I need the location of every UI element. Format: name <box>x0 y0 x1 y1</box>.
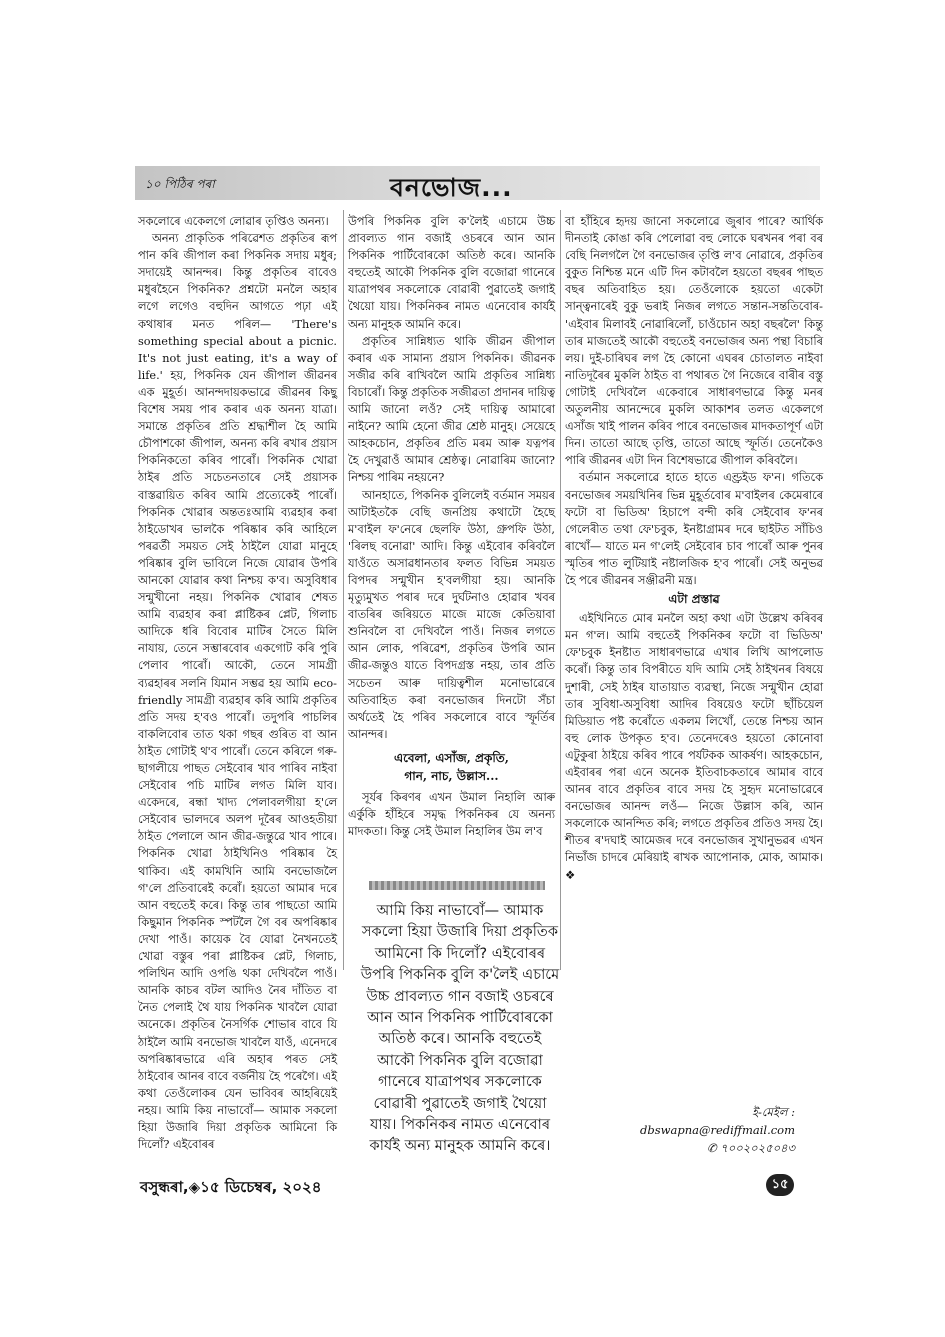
column-divider <box>343 210 344 970</box>
paragraph: বা হাঁহিৰে হৃদয় জানো সকলোৱে জুৰাব পাৰে? আৰ্থিক দীনতাই কোঙা কৰি পেলোৱা বহু লোকে ঘৰখনৰ পৰা বৰ বেছি নিলগলৈ গৈ বনভোজৰ তৃপ্তি ল'ব নোৱাৰে, প্ৰকৃতিৰ বুকুত নিশ্চিন্ত মনে এটি দিন কটাবলৈ হয়তো বছৰৰ পাছত বছৰ অতিবাহিত হয়। তেওঁলোকে হয়তো একেটা সান্ত্বনাৰেই বুকু ভৰাই নিজৰ লগতে সন্তান-সন্ততিবোৰ- 'এইবাৰ মিলাবই নোৱাৰিলোঁ, চাওঁচোন অহা বছৰলৈ' কিন্তু তাৰ মাজতেই আকৌ বহুতেই বনভোজৰ অন্য পন্থা বিচাৰি লয়। দুই-চাৰিঘৰ লগ হৈ কোনো এঘৰৰ চোতালত নাইবা নাতিদূৰৈৰ মুকলি ঠাইত বা পথাৰত গৈ নিজেৰে বাৰীৰ বস্তু গোটাই দেখিবলৈ একেবাৰে সাধাৰণভাৱে কিন্তু মনৰ অতুলনীয় আনন্দেৰে মুকলি আকাশৰ তলত একেলগে এসাঁজ খাই পালন কৰিব পাৰে বনভোজৰ মাদকতাপূৰ্ণ এটা দিন। তাতো আছে তৃপ্তি, তাতো আছে স্ফূৰ্তি। তেনেকৈও পাৰি জীৱনৰ এটা দিন বিশেষভাৱে জীপাল কৰিবলৈ। <box>565 215 823 468</box>
email-address: dbswapna@rediffmail.com <box>640 1123 795 1137</box>
paragraph: সূৰ্যৰ কিৰণৰ এখন উমাল নিহালি আৰু এৰ্কুকি হাঁহিৰে সমৃদ্ধ পিকনিকৰ যে অনন্য মাদকতা। কিন্তু সেই উমাল নিহালিৰ উম ল'ব <box>348 790 555 839</box>
paragraph: উপৰি পিকনিক বুলি ক'লৈই এচামে উচ্চ প্ৰাবল্যত গান বজাই ওচৰৰে আন আন পিকনিক পাৰ্টিবোৰকো অতিষ্ঠ কৰে। আনকি বহুতেই আকৌ পিকনিক বুলি বজোৱা গানেৰে যাত্ৰাপথৰ সকলোকে বোৱাৰী পুৱাতেই জগাই থৈয়ো যায়। পিকনিকৰ নামত এনেবোৰ কাৰ্যই অন্য মানুহক আমনি কৰে। <box>348 215 555 331</box>
continued-from-label: ১০ পিঠিৰ পৰা <box>145 177 215 191</box>
pullquote-bar <box>369 881 545 890</box>
paragraph: প্ৰকৃতিৰ সান্নিধ্যত থাকি জীৱন জীপাল কৰাৰ এক সামান্য প্ৰয়াস পিকনিক। জীৱনক সজীৱ কৰি ৰাখিবলৈ আমি প্ৰকৃতিৰ সান্নিধ্য বিচাৰোঁ। কিন্তু প্ৰকৃতিক সজীৱতা প্ৰদানৰ দায়িত্ব আমি জানো লওঁ? সেই দায়িত্ব আমাৰো নাইনে? আমি হেনো জীৱ শ্ৰেষ্ঠ মানুহ। সেয়েহে আহকচোন, প্ৰকৃতিৰ প্ৰতি মৰম আৰু যত্নপৰ হৈ দেখুৱাওঁ আমাৰ শ্ৰেষ্ঠত্ব। নোৱাৰিম জানো? নিশ্চয় পাৰিম নহয়নে? <box>348 334 555 485</box>
column-divider <box>560 210 561 970</box>
footer-publication-date: বসুন্ধৰা,◈১৫ ডিচেম্বৰ, ২০২৪ <box>140 1178 322 1196</box>
article-column-1 <box>138 213 337 1153</box>
paragraph: বৰ্তমান সকলোৱে হাতে হাতে এণ্ড্ৰইড ফ'ন। গতিকে বনভোজৰ সময়খিনিৰ ভিন্ন মুহূৰ্তবোৰ ম'বাইলৰ কেমেৰাৰে ফটো বা ভিডিঅ' হিচাপে বন্দী কৰি সেইবোৰ ফ'নৰ গেলেৰীত তথা ফে'চবুক, ইনষ্টাগ্ৰামৰ দৰে ছাইটত সাঁচিও ৰাখোঁ— যাতে মন গ'লেই সেইবোৰ চাব পাৰোঁ আৰু পুনৰ স্মৃতিৰ পাত লুটিয়াই নষ্টালজিক হ'ব পাৰোঁ। সেই অনুভৱ হৈ পৰে জীৱনৰ সঞ্জীৱনী মন্ত্ৰ। <box>565 471 823 587</box>
section-subheading: এটা প্ৰস্তাৱ <box>668 592 720 607</box>
subheading-line: এবেলা, এসাঁজ, প্ৰকৃতি, <box>393 750 509 765</box>
paragraph: অনন্য প্ৰাকৃতিক পৰিৱেশত প্ৰকৃতিৰ ৰূপ পান কৰি জীপাল কৰা পিকনিক সদায় মধুৰ; সদায়েই আনন্দৰ। কিন্তু প্ৰকৃতিৰ বাবেও মধুৰহৈনে পিকনিক? প্ৰশ্নটো মনলৈ অহাৰ লগে লগেও বহুদিন আগতে পঢ়া এই কথাষাৰ মনত পৰিল— 'There's something special about a picnic. It's not just eating, it's a way of life.' হয়, পিকনিক যেন জীপাল জীৱনৰ এক মুহূৰ্ত। আনন্দদায়কভাৱে জীৱনৰ কিছু বিশেষ সময় পাৰ কৰাৰ এক অনন্য যাত্ৰা। সমান্তে প্ৰকৃতিৰ প্ৰতি শ্ৰদ্ধাশীল হৈ আমি চৌপাশকো জীপাল, অনন্য কৰি ৰখাৰ প্ৰয়াস পিকনিকতো কৰিব পাৰোঁ। পিকনিক খোৱা ঠাইৰ প্ৰতি সচেতনতাৰে সেই প্ৰয়াসক বাস্তৱায়িত কৰিব আমি প্ৰত্যেকেই পাৰোঁ। পিকনিক খোৱাৰ অন্ততঃআমি ব্যৱহাৰ কৰা ঠাইডোখৰ ভালকৈ পৰিষ্কাৰ কৰি আহিলে পৰৱৰ্তী সময়ত সেই ঠাইলৈ যোৱা মানুহে পৰিষ্কাৰ বুলি ভাবিলে নিজে যোৱাৰ উপৰি আনকো যোৱাৰ কথা নিশ্চয় ক'ব। অসুবিধাৰ সন্মুখীনো নহয়। পিকনিক খোৱাৰ শেষত আমি ব্যৱহাৰ কৰা প্লাষ্টিকৰ প্লেট, গিলাচ আদিকে ধৰি বিবোৰ মাটিৰ সৈতে মিলি নাযায়, তেনে সম্ভাৰবোৰ একগোট কৰি পুৰি পেলাব পাৰোঁ। আকৌ, তেনে সামগ্ৰী ব্যৱহাৰৰ সলনি যিমান সম্ভৱ হয় আমি eco-friendly সামগ্ৰী ব্যৱহাৰ কৰি আমি প্ৰকৃতিৰ প্ৰতি সদয় হ'বও পাৰোঁ। তদুপৰি পাচলিৰ বাকলিবোৰ তাত থকা গছৰ গুৰিত বা আন ঠাইত গোটাই থ'ব পাৰোঁ। তেনে কৰিলে গৰু-ছাগলীয়ে পাছত সেইবোৰ খাব পাৰিব নাইবা সেইবোৰ পচি মাটিৰ লগত মিলি যাব। একেদৰে, ৰন্ধা খাদ্য পেলাবলগীয়া হ'লে সেইবোৰ ভালদৰে অলপ দূৰৈৰ আওহতীয়া ঠাইত পেলালে আন জীৱ-জন্তুৱে খাব পাৰে। পিকনিক খোৱা ঠাইখিনিও পৰিষ্কাৰ হৈ থাকিব। এই কামখিনি আমি বনভোজলৈ গ'লে প্ৰতিবাৰেই কৰোঁ। হয়তো আমাৰ দৰে আন বহুতেই কৰে। কিন্তু তাৰ পাছতো আমি কিছুমান পিকনিক স্পটলৈ গৈ বৰ অপৰিষ্কাৰ দেখা পাওঁ। কায়েক বৈ যোৱা নৈখনতেই খোৱা বস্তুৰ পৰা প্লাষ্টিকৰ প্লেট, গিলাচ, পলিথিন আদি ওপঙি থকা দেখিবলৈ পাওঁ। আনকি কাচৰ বটল আদিও নৈৰ দাঁতিত বা নৈত পেলাই থৈ যায় পিকনিক খাবলৈ যোৱা অনেকে। প্ৰকৃতিৰ নৈসৰ্গিক শোভাৰ বাবে যি ঠাইলৈ আমি বনভোজ খাবলৈ যাওঁ, এনেদৰে অপৰিষ্কাৰভাৱে এৰি অহাৰ পৰত সেই ঠাইবোৰ আনৰ বাবে বৰ্জনীয় হৈ পৰেগৈ। এই কথা তেওঁলোকৰ যেন ভাবিবৰ আহৰিয়েই নহয়। আমি কিয় নাভাবোঁ— আমাক সকলো হিয়া উজাৰি দিয়া প্ৰকৃতিক আমিনো কি দিলোঁ? এইবোৰৰ <box>138 232 337 1152</box>
article-column-3 <box>565 213 823 884</box>
page-title: বনভোজ... <box>390 173 513 202</box>
paragraph: আনহাতে, পিকনিক বুলিলেই বৰ্তমান সময়ৰ আটাইতকৈ বেছি জনপ্ৰিয় কথাটো হৈছে ম'বাইল ফ'নেৰে ছেলফি উঠা, গ্ৰুপফি উঠা, 'ৰিলছ বনোৱা' আদি। কিন্তু এইবোৰ কৰিবলৈ যাওঁতে অসাৱধানতাৰ ফলত বিভিন্ন সময়ত বিপদৰ সন্মুখীন হ'বলগীয়া হয়। আনকি মৃত্যুমুখত পৰাৰ দৰে দুৰ্ঘটনাও হোৱাৰ খবৰ বাতৰিৰ জৰিয়তে মাজে মাজে কেতিয়াবা শুনিবলৈ বা দেখিবলৈ পাওঁ। নিজৰ লগতে আন লোক, পৰিৱেশ, প্ৰকৃতিৰ উপৰি আন জীৱ-জন্তুও যাতে বিপদগ্ৰস্ত নহয়, তাৰ প্ৰতি সচেতন আৰু দায়িত্বশীল মনোভাৱেৰে অতিবাহিত কৰা বনভোজৰ দিনটো সঁচা অৰ্থতেই হৈ পৰিব সকলোৰে বাবে স্ফূৰ্তিৰ আনন্দৰ। <box>348 488 555 741</box>
subheading-line: গান, নাচ, উল্লাস... <box>404 768 499 783</box>
section-subheading <box>348 749 555 785</box>
pull-quote: আমি কিয় নাভাবোঁ— আমাক সকলো হিয়া উজাৰি দিয়া প্ৰকৃতিক আমিনো কি দিলোঁ? এইবোৰৰ উপৰি পিকনিক বুলি ক'লৈই এচামে উচ্চ প্ৰাবল্যত গান বজাই ওচৰৰে আন আন পিকনিক পাৰ্টিবোৰকো অতিষ্ঠ কৰে। আনকি বহুতেই আকৌ পিকনিক বুলি বজোৱা গানেৰে যাত্ৰাপথৰ সকলোকে বোৱাৰী পুৱাতেই জগাই থৈয়ো যায়। পিকনিকৰ নামত এনেবোৰ কাৰ্যই অন্য মানুহক আমনি কৰে। <box>360 902 560 1155</box>
author-contact <box>605 1103 795 1157</box>
phone-number: ✆ ৭০০২০২৫০৪৩ <box>706 1141 795 1155</box>
paragraph: সকলোৰে একেলগে লোৱাৰ তৃপ্তিও অনন্য। <box>138 215 329 228</box>
page-number: ১৫ <box>766 1174 794 1196</box>
article-column-2 <box>348 213 555 840</box>
email-label: ই-মেইল : <box>752 1105 795 1119</box>
paragraph: এইখিনিতে মোৰ মনলৈ অহা কথা এটা উল্লেখ কৰিবৰ মন গ'ল। আমি বহুতেই পিকনিকৰ ফটো বা ভিডিঅ' ফে'চবুক ইনষ্টাত সাধাৰণভাৱে এখাৰ লিখি আপলোড কৰোঁ। কিন্তু তাৰ বিপৰীতে যদি আমি সেই ঠাইখনৰ বিষয়ে দুশাৰী, সেই ঠাইৰ যাতায়াত ব্যৱস্থা, নিজে সন্মুখীন হোৱা তাৰ সুবিধা-অসুবিধা আদিৰ বিষয়েও ফটো ছাঁচিয়েল মিডিয়াত পষ্ট কৰোঁতে একলম লিখোঁ, তেন্তে নিশ্চয় আন বহু লোক উপকৃত হ'ব। তেনেদৰেও হয়তো কোনোবা এটুকুৰা ঠাইয়ে কৰিব পাৰে পৰ্যটকক আকৰ্ষণ। আহকচোন, এইবাৰৰ পৰা এনে অনেক ইতিবাচকতাৰে আমাৰ বাবে আনৰ বাবে প্ৰকৃতিৰ বাবে সদয় হৈ সুহৃদ মনোভাৱেৰে বনভোজৰ আনন্দ লওঁ— নিজে উল্লাস কৰি, আন সকলোকে আনন্দিত কৰি; লগতে প্ৰকৃতিৰ প্ৰতিও সদয় হৈ। শীতৰ ৰ'দঘাই আমেজৰ দৰে বনভোজৰ সুখানুভৱৰ এখন নিভাঁজ চাদৰে মেৰিয়াই ৰাখক আপোনাক, মোক, আমাক। ❖ <box>565 612 823 882</box>
